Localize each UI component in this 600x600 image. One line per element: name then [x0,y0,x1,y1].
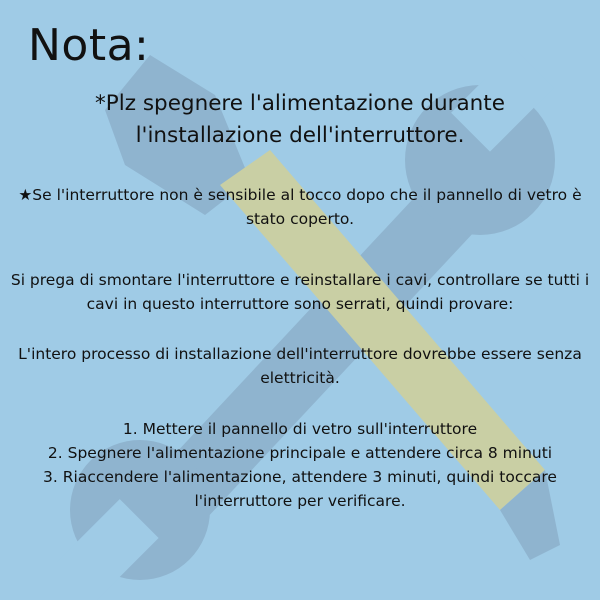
note-no-electricity [4,342,596,390]
note-line: ★Se l'interruttore non è sensibile al tocco dopo che il pannello di vetro è [18,186,582,204]
note-line: cavi in questo interruttore sono serrati, quindi provare: [86,295,514,313]
steps-list [4,417,596,513]
step-item: 3. Riaccendere l'alimentazione, attendere 3 minuti, quindi toccare [43,468,557,486]
step-item: l'interruttore per verificare. [194,492,406,510]
note-line: Si prega di smontare l'interruttore e reinstallare i cavi, controllare se tutti i [10,271,590,289]
note-touch-sensitivity [4,183,596,231]
note-line: elettricità. [260,369,340,387]
note-line: stato coperto. [245,210,355,228]
warning-subtitle [30,88,570,152]
subtitle-line: *Plz spegnere l'alimentazione durante [95,91,505,116]
step-item: 2. Spegnere l'alimentazione principale e attendere circa 8 minuti [47,444,553,462]
note-line: L'intero processo di installazione dell'interruttore dovrebbe essere senza [18,345,582,363]
step-item: 1. Mettere il pannello di vetro sull'interruttore [122,420,478,438]
note-reinstall-cables [4,268,596,316]
page-title: Nota: [28,20,150,71]
subtitle-line: l'installazione dell'interruttore. [135,123,465,148]
